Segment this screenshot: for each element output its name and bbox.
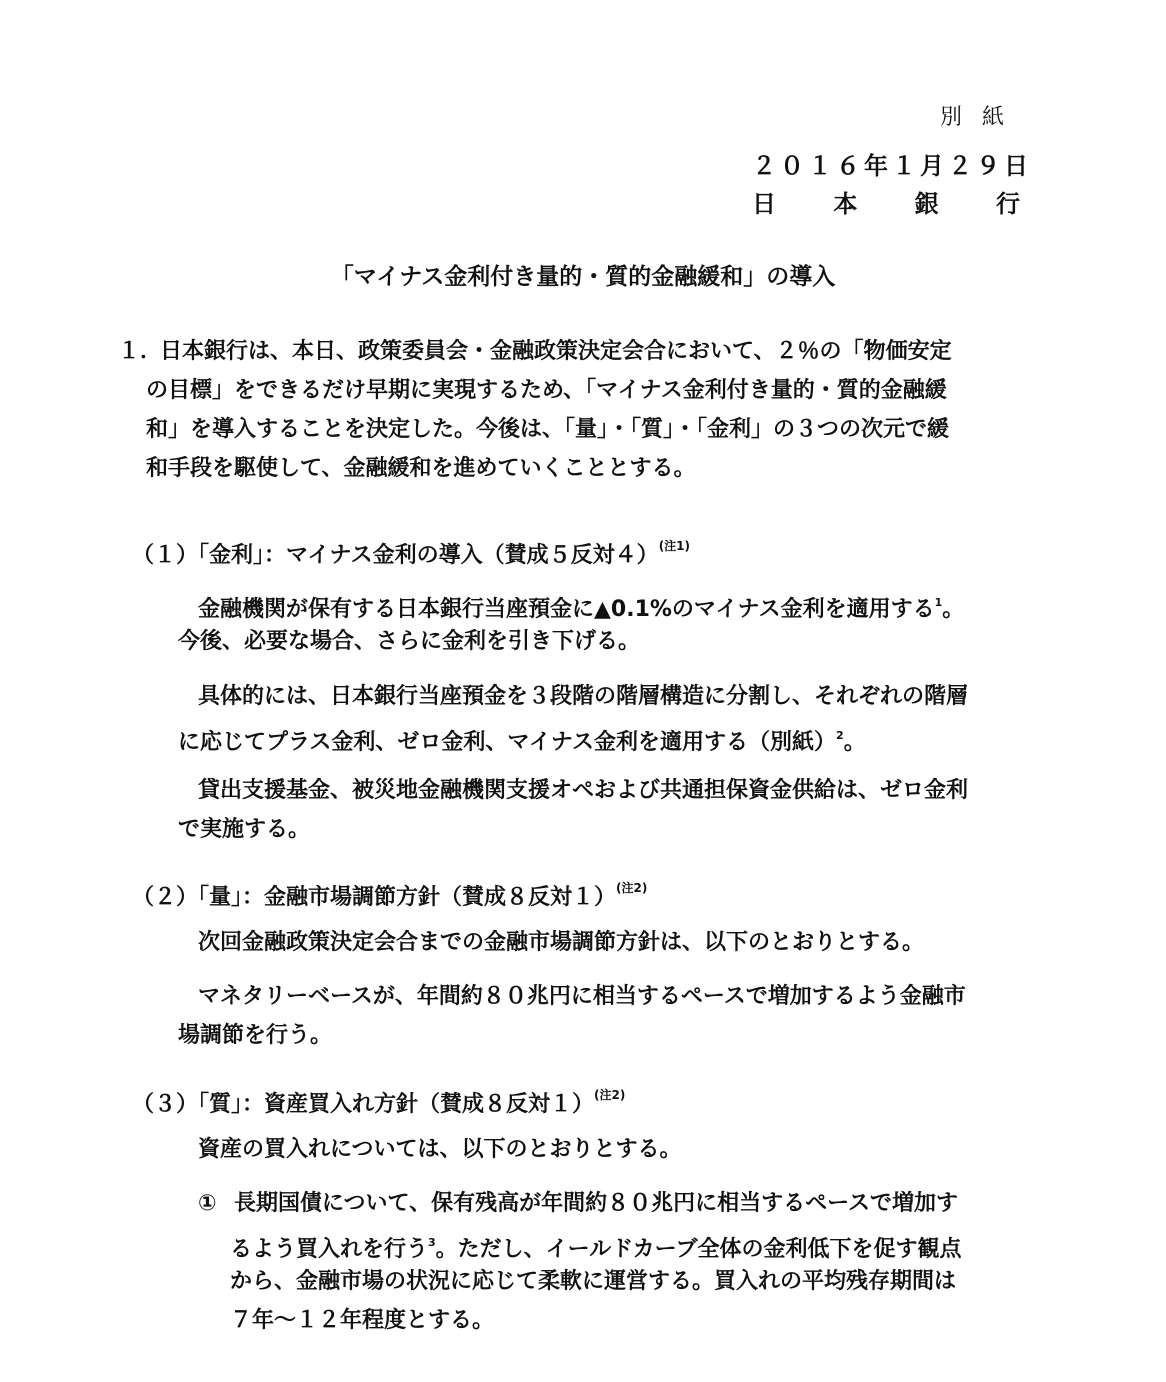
section1-line: 和」を導入することを決定した。今後は、「量」・「質」・「金利」の３つの次元で緩 [146,417,950,442]
paragraph-line [178,717,866,755]
paragraph-line [198,584,964,622]
paragraph-line: 場調節を行う。 [178,1023,333,1048]
section1-line: 日本銀行は、本日、政策委員会・金融政策決定会合において、２％の「物価安定 [160,339,952,364]
paragraph-line: 今後、必要な場合、さらに金利を引き下げる。 [178,629,641,654]
note-marker: (注1) [658,539,691,553]
paragraph-text: に応じてプラス金利、ゼロ金利、マイナス金利を適用する（別紙） [178,730,837,755]
attachment-label: 別紙 [939,105,1024,130]
section1-line: 和手段を駆使して、金融緩和を進めていくこととする。 [146,456,696,481]
issuer-name [752,184,1020,219]
issuer-char: 行 [995,190,1020,218]
paragraph-line: マネタリーベースが、年間約８０兆円に相当するペースで増加するよう金融市 [198,984,966,1009]
list-item-line: から、金融市場の状況に応じて柔軟に運営する。買入れの平均残存期間は [230,1269,957,1294]
paragraph-line: 資産の買入れについては、以下のとおりとする。 [198,1137,682,1162]
subsection-heading-text: （１）「金利」：マイナス金利の導入（賛成５反対４） [132,543,659,568]
list-item-text: るよう買入れを行う [230,1237,429,1262]
subsection-heading [132,1076,626,1117]
list-item-line [230,1224,961,1262]
footnote-marker: 2 [836,729,844,742]
list-marker: ① [198,1191,217,1216]
note-marker: (注2) [616,881,648,895]
paragraph-text: 。 [843,730,866,755]
issuer-char: 銀 [914,190,939,218]
issuer-char: 本 [833,190,858,218]
paragraph-line: 貸出支援基金、被災地金融機関支援オペおよび共通担保資金供給は、ゼロ金利 [198,778,969,803]
paragraph-line: 具体的には、日本銀行当座預金を３段階の階層構造に分割し、それぞれの階層 [198,684,969,709]
issuer-char: 日 [752,190,776,218]
document-date: ２０１６年１月２９日 [752,152,1032,180]
paragraph-line: 次回金融政策決定会合までの金融市場調節方針は、以下のとおりとする。 [198,930,925,955]
subsection-heading [132,527,691,568]
paragraph-line: で実施する。 [178,817,311,842]
paragraph-text: 。 [942,597,965,622]
note-marker: (注2) [594,1088,626,1102]
footnote-marker: 1 [934,596,943,609]
footnote-marker: 3 [428,1236,436,1249]
section-number: １． [118,339,163,364]
list-item-line: ７年～１２年程度とする。 [230,1308,495,1333]
paragraph-text: 金融機関が保有する日本銀行当座預金に▲0.1%のマイナス金利を適用する [198,597,935,622]
subsection-heading-text: （３）「質」：資産買入れ方針（賛成８反対１） [132,1092,595,1117]
document-title: 「マイナス金利付き量的・質的金融緩和」の導入 [330,264,836,290]
list-item-line: 長期国債について、保有残高が年間約８０兆円に相当するペースで増加す [234,1191,959,1216]
list-item-text: 。ただし、イールドカーブ全体の金利低下を促す観点 [435,1237,962,1262]
subsection-heading [132,869,648,910]
section1-line: の目標」をできるだけ早期に実現するため、「マイナス金利付き量的・質的金融緩 [146,378,947,403]
subsection-heading-text: （２）「量」：金融市場調節方針（賛成８反対１） [132,885,617,910]
